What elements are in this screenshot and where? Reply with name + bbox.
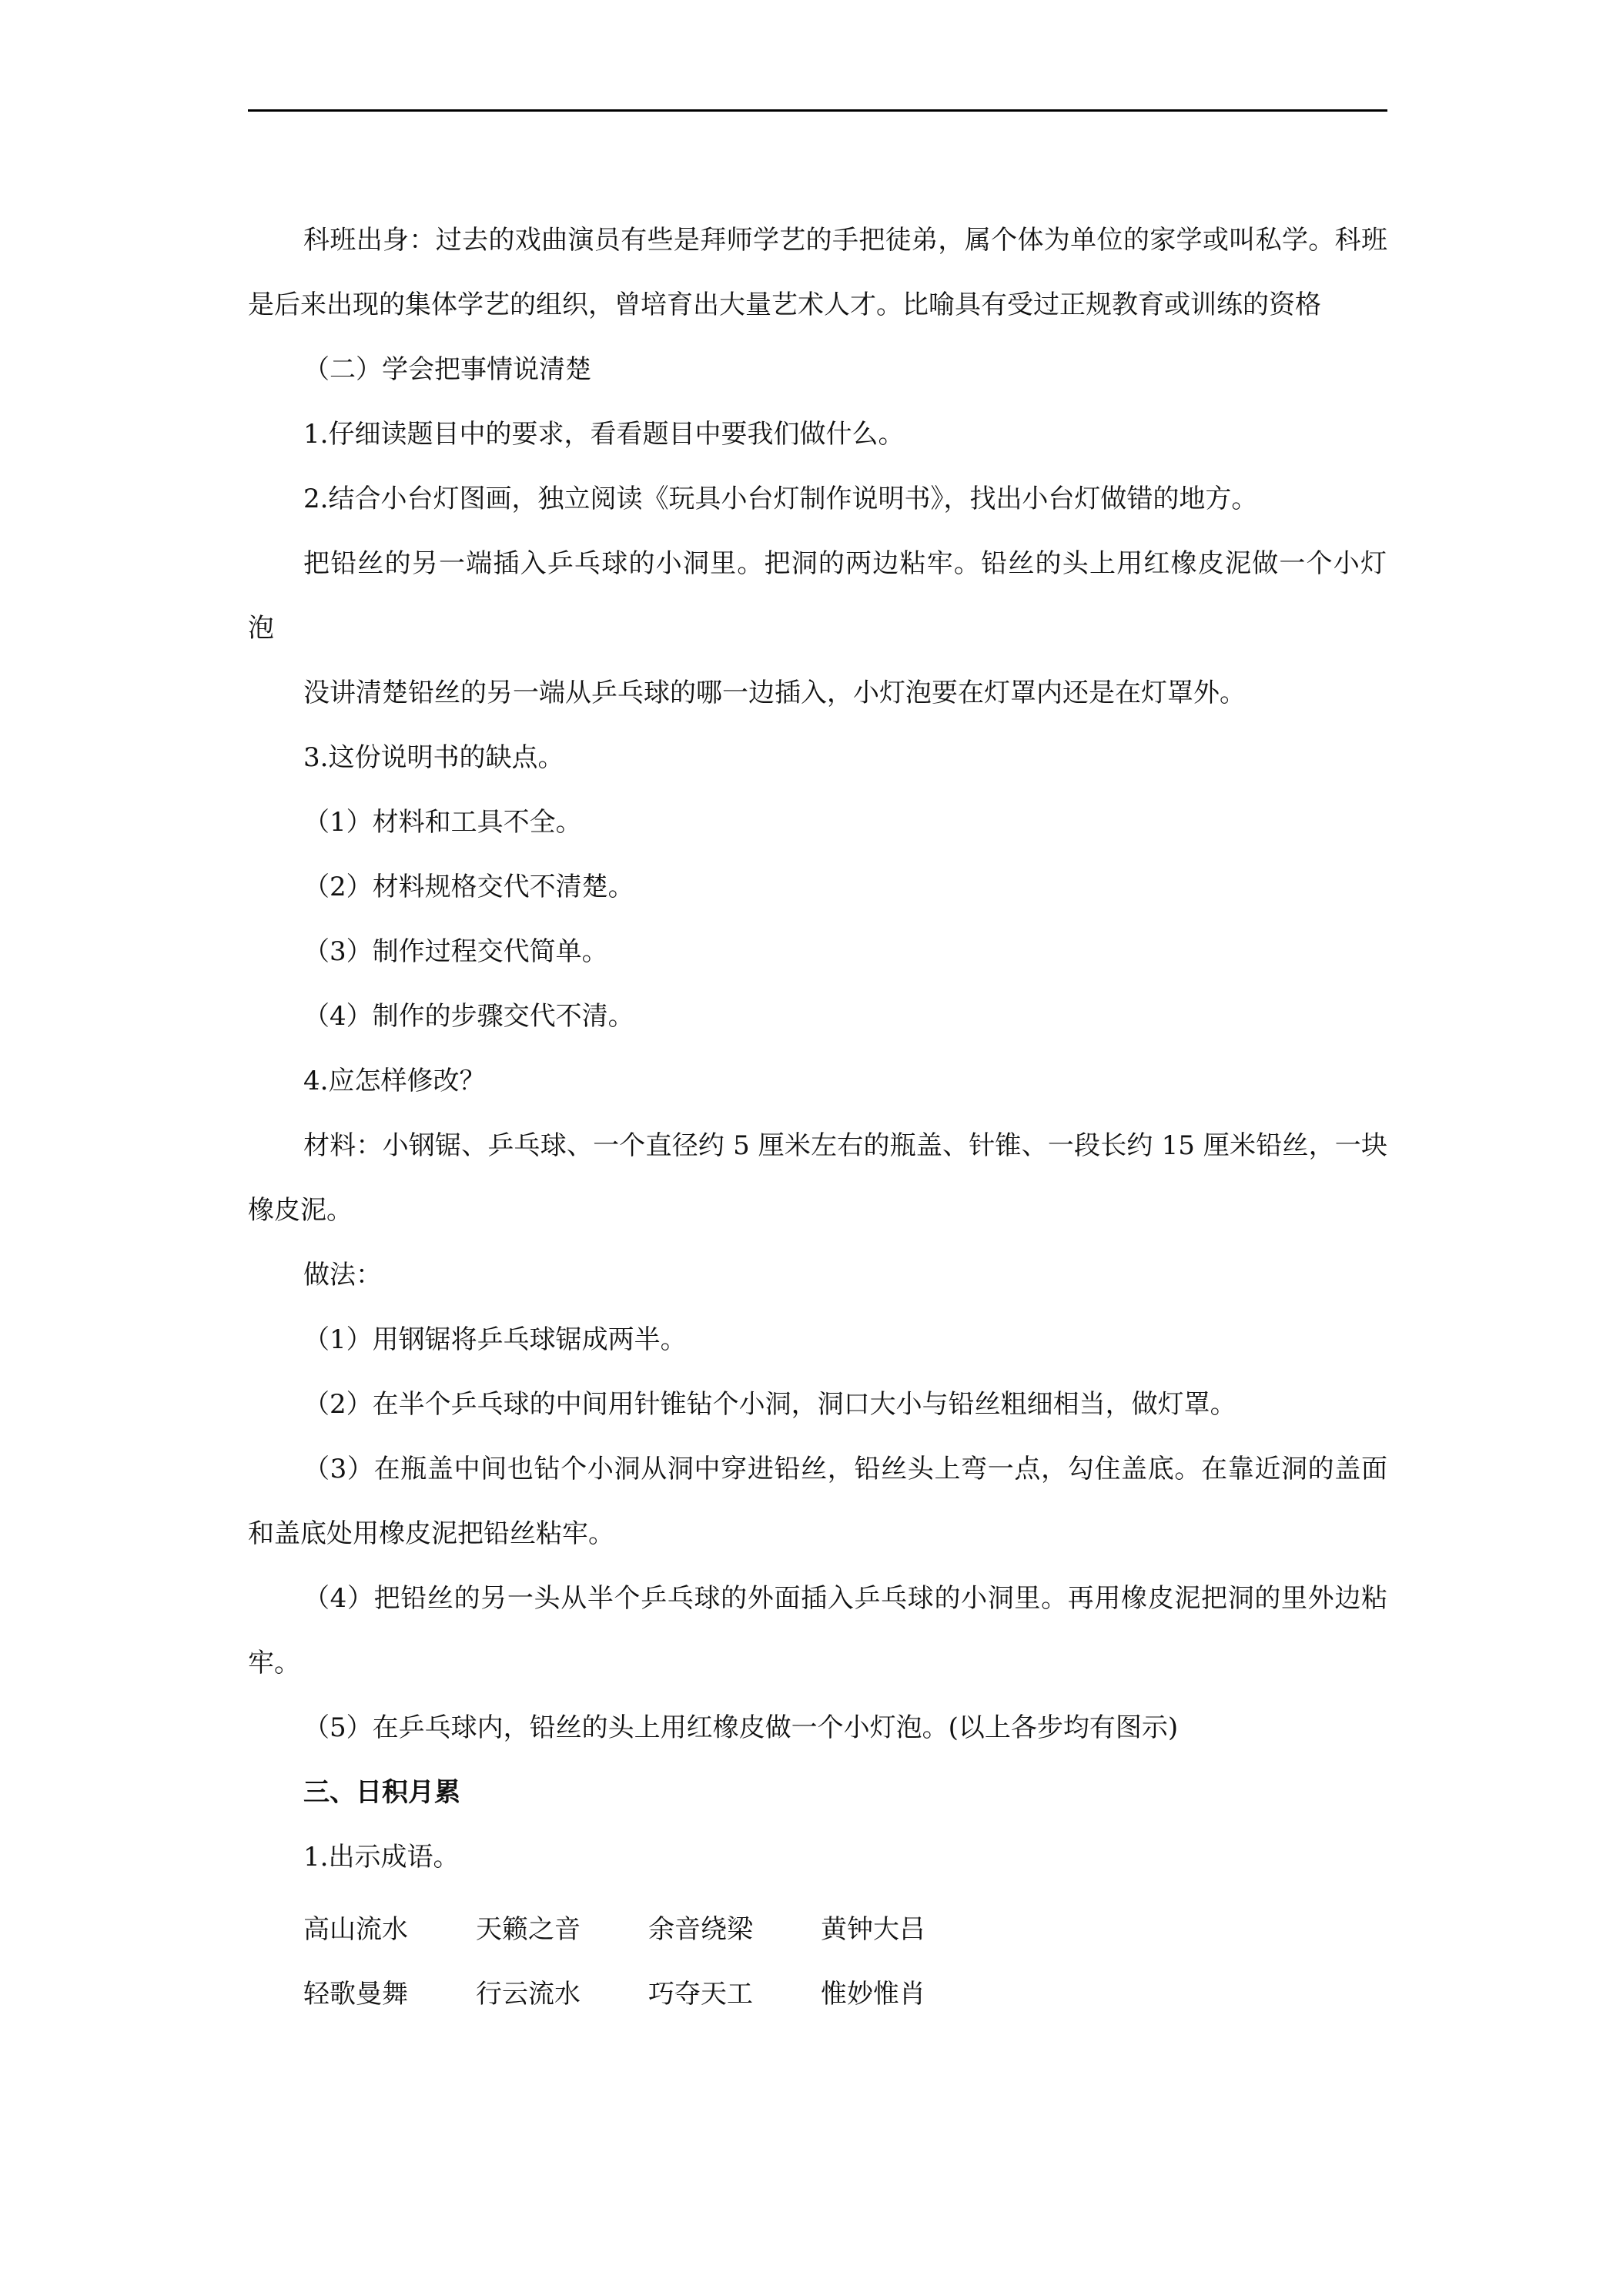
materials-paragraph: 材料：小钢锯、乒乓球、一个直径约 5 厘米左右的瓶盖、针锥、一段长约 15 厘米铅丝，一块橡皮泥。 — [248, 1130, 1387, 1226]
spacer — [248, 1889, 1387, 1897]
method-label: 做法： — [303, 1260, 382, 1290]
defect-item: （1）材料和工具不全。 — [303, 807, 582, 838]
idiom: 巧夺天工 — [648, 1979, 753, 2010]
section-3-title: 三、日积月累 — [303, 1777, 460, 1808]
defect-item: （3）制作过程交代简单。 — [303, 936, 608, 967]
method-step: （1）用钢锯将乒乓球锯成两半。 — [303, 1324, 687, 1355]
idiom: 高山流水 — [303, 1914, 408, 1945]
method-step: （2）在半个乒乓球的中间用针锥钻个小洞，洞口大小与铅丝粗细相当，做灯罩。 — [303, 1389, 1236, 1420]
issue-paragraph: 没讲清楚铅丝的另一端从乒乓球的哪一边插入，小灯泡要在灯罩内还是在灯罩外。 — [303, 678, 1246, 708]
defect-item: （2）材料规格交代不清楚。 — [303, 872, 634, 902]
idiom: 天籁之音 — [476, 1914, 581, 1945]
method-step: （4）把铅丝的另一头从半个乒乓球的外面插入乒乓球的小洞里。再用橡皮泥把洞的里外边粘牢。 — [248, 1583, 1387, 1678]
paragraph-kebanchushen: 科班出身：过去的戏曲演员有些是拜师学艺的手把徒弟，属个体为单位的家学或叫私学。科班是后来出现的集体学艺的组织，曾培育出大量艺术人才。比喻具有受过正规教育或训练的资格 — [248, 225, 1387, 320]
step-4: 4.应怎样修改？ — [303, 1066, 486, 1096]
method-step: （3）在瓶盖中间也钻个小洞从洞中穿进铅丝，铅丝头上弯一点，勾住盖底。在靠近洞的盖面和盖底处用橡皮泥把铅丝粘牢。 — [248, 1454, 1387, 1549]
method-step: （5）在乒乓球内，铅丝的头上用红橡皮做一个小灯泡。(以上各步均有图示) — [303, 1712, 1179, 1743]
idiom: 惟妙惟肖 — [821, 1979, 925, 2010]
document-body — [248, 208, 1387, 2027]
step-3: 3.这份说明书的缺点。 — [303, 742, 564, 773]
idiom: 黄钟大吕 — [821, 1914, 925, 1945]
idiom-row-2 — [248, 1962, 1387, 2027]
section-3-item-1: 1.出示成语。 — [303, 1842, 460, 1873]
idiom-row-1 — [248, 1897, 1387, 1962]
step-2: 2.结合小台灯图画，独立阅读《玩具小台灯制作说明书》，找出小台灯做错的地方。 — [303, 484, 1258, 514]
defect-item: （4）制作的步骤交代不清。 — [303, 1001, 634, 1032]
idiom: 余音绕梁 — [648, 1914, 753, 1945]
section-2-title: （二）学会把事情说清楚 — [303, 354, 591, 385]
step-1: 1.仔细读题目中的要求，看看题目中要我们做什么。 — [303, 419, 905, 450]
idiom: 行云流水 — [476, 1979, 581, 2010]
idiom: 轻歌曼舞 — [303, 1979, 408, 2010]
quote-paragraph: 把铅丝的另一端插入乒乓球的小洞里。把洞的两边粘牢。铅丝的头上用红橡皮泥做一个小灯泡 — [248, 548, 1387, 644]
header-rule — [248, 109, 1387, 112]
